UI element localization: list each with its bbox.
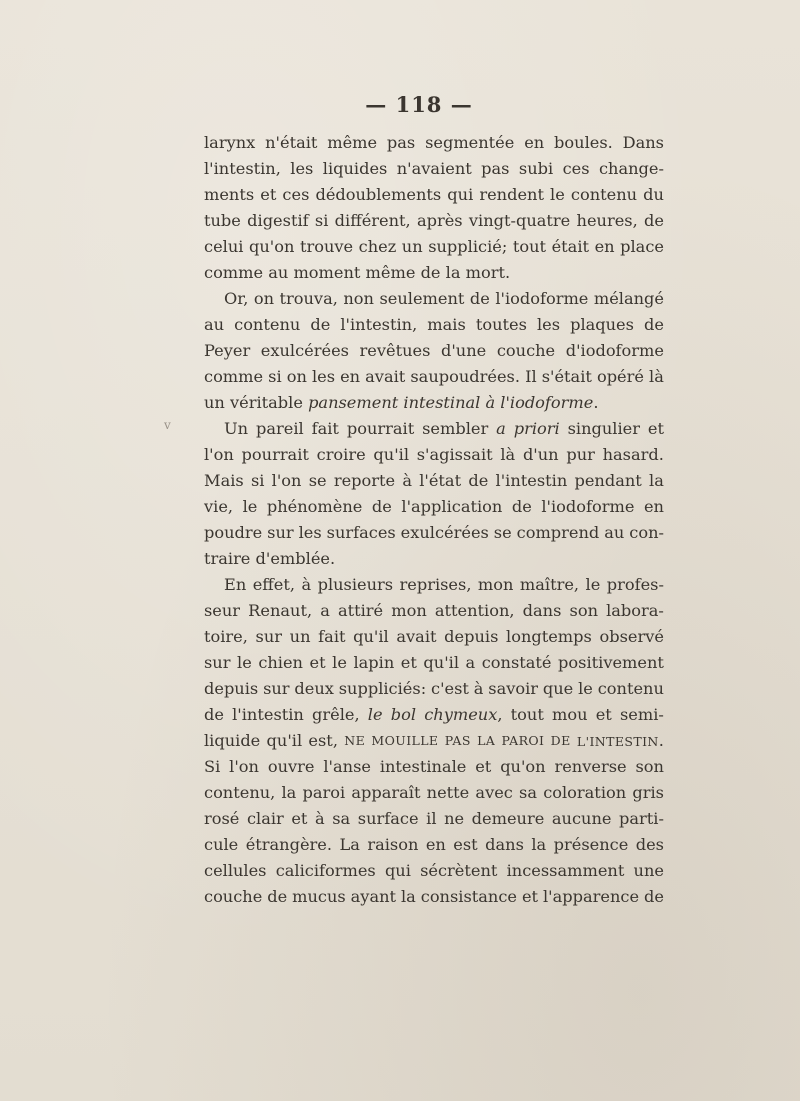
text-word: celui bbox=[204, 237, 244, 256]
text-word: vie, bbox=[204, 497, 234, 516]
text-word: l'apparence bbox=[542, 887, 640, 906]
text-word: raison bbox=[367, 835, 419, 854]
text-word: et bbox=[400, 653, 417, 672]
text-word: tout bbox=[510, 705, 544, 724]
text-word: son bbox=[635, 757, 664, 776]
text-line bbox=[204, 650, 664, 676]
text-run: pansement intestinal à l'iodoforme bbox=[308, 393, 594, 412]
text-line bbox=[204, 806, 664, 832]
text-word: contenu bbox=[597, 679, 664, 698]
text-word: nette bbox=[426, 783, 470, 802]
text-word: PAROI bbox=[501, 733, 545, 748]
text-word: à bbox=[301, 575, 312, 594]
text-line bbox=[204, 884, 664, 910]
text-line bbox=[204, 598, 664, 624]
text-word bbox=[424, 702, 502, 728]
text-word: consistance bbox=[420, 887, 518, 906]
text-word: sa bbox=[519, 783, 538, 802]
text-word: sur bbox=[267, 523, 294, 542]
text-word: le bbox=[585, 575, 601, 594]
text-line bbox=[204, 338, 664, 364]
text-word: vingt-quatre bbox=[468, 211, 571, 230]
text-word: au bbox=[604, 523, 625, 542]
text-word: coloration bbox=[543, 783, 627, 802]
text-word: ments bbox=[204, 185, 255, 204]
text-word: gris bbox=[632, 783, 664, 802]
text-word: et bbox=[647, 419, 664, 438]
text-word: paroi bbox=[302, 783, 346, 802]
text-line bbox=[204, 182, 664, 208]
text-word: NE bbox=[344, 733, 366, 748]
text-word: le bbox=[367, 705, 383, 724]
text-line bbox=[204, 780, 664, 806]
text-word: présence bbox=[553, 835, 629, 854]
text-line bbox=[204, 416, 664, 442]
body-text bbox=[204, 130, 664, 910]
text-word: pas bbox=[481, 159, 510, 178]
text-word: non bbox=[343, 289, 374, 308]
text-word: si bbox=[250, 471, 265, 490]
text-word: croire bbox=[316, 445, 366, 464]
text-word: le bbox=[242, 497, 258, 516]
text-word: ces bbox=[562, 159, 590, 178]
text-word: larynx bbox=[204, 133, 256, 152]
text-word: Renaut, bbox=[248, 601, 313, 620]
text-word: savoir bbox=[488, 679, 539, 698]
text-word: avait bbox=[396, 627, 437, 646]
text-word: il bbox=[426, 809, 437, 828]
text-word: l'intestin bbox=[495, 471, 568, 490]
margin-mark: v bbox=[164, 418, 171, 432]
text-word: l'anse bbox=[323, 757, 371, 776]
text-word: fait bbox=[311, 419, 339, 438]
text-word: bol bbox=[390, 705, 417, 724]
text-word: singulier bbox=[567, 419, 640, 438]
text-word: maître, bbox=[519, 575, 580, 594]
text-word: des bbox=[635, 835, 664, 854]
text-word: l'on bbox=[229, 757, 259, 776]
text-word: incessamment bbox=[506, 861, 625, 880]
text-word: DE bbox=[550, 733, 571, 748]
text-word: là bbox=[500, 445, 516, 464]
text-word: et bbox=[309, 653, 326, 672]
text-word: de bbox=[468, 471, 489, 490]
text-word: place bbox=[620, 237, 664, 256]
text-word: que bbox=[542, 679, 574, 698]
text-word: intestinale bbox=[379, 757, 467, 776]
text-word: poudre bbox=[204, 523, 263, 542]
text-word: digestif bbox=[247, 211, 309, 230]
text-line bbox=[204, 546, 664, 572]
text-word: a bbox=[465, 653, 476, 672]
text-word: rosé bbox=[204, 809, 240, 828]
text-word: en bbox=[594, 237, 615, 256]
text-word: pur bbox=[566, 445, 595, 464]
text-word: l'intestin, bbox=[204, 159, 281, 178]
text-word: ouvre bbox=[267, 757, 315, 776]
text-line bbox=[204, 442, 664, 468]
text-word: renverse bbox=[554, 757, 627, 776]
text-line bbox=[204, 286, 664, 312]
text-word: saupoudrées. bbox=[410, 367, 520, 386]
text-word: ces bbox=[282, 185, 310, 204]
text-word: Dans bbox=[622, 133, 664, 152]
text-word: pas bbox=[386, 133, 416, 152]
text-word: opéré bbox=[596, 367, 644, 386]
text-word: qu'il bbox=[353, 627, 389, 646]
text-word: et bbox=[260, 185, 277, 204]
text-word: depuis bbox=[444, 627, 499, 646]
text-word: mais bbox=[427, 315, 466, 334]
text-word: le bbox=[237, 653, 252, 672]
text-word: s'agissait bbox=[416, 445, 493, 464]
text-word: parti- bbox=[619, 809, 664, 828]
text-word: reporte bbox=[333, 471, 396, 490]
text-word: l'application bbox=[401, 497, 503, 516]
text-word: La bbox=[339, 835, 360, 854]
text-word: liquide bbox=[204, 731, 261, 750]
text-word: s'était bbox=[541, 367, 592, 386]
text-word: cellules bbox=[204, 861, 267, 880]
text-line bbox=[204, 312, 664, 338]
text-line bbox=[204, 208, 664, 234]
text-word: là bbox=[649, 367, 664, 386]
text-word: trouve bbox=[299, 237, 354, 256]
text-word: mon bbox=[477, 575, 514, 594]
text-run: traire d'emblée. bbox=[204, 549, 336, 568]
text-word: supplicié bbox=[428, 237, 502, 256]
text-word: de bbox=[644, 315, 664, 334]
text-word: d'une bbox=[441, 341, 487, 360]
text-word: fait bbox=[318, 627, 346, 646]
text-word bbox=[428, 234, 507, 260]
text-word: caliciformes bbox=[275, 861, 376, 880]
text-word: et bbox=[475, 757, 492, 776]
text-word: la bbox=[281, 783, 297, 802]
text-word: grêle, bbox=[312, 705, 360, 724]
text-word: les bbox=[311, 367, 336, 386]
text-word: la bbox=[649, 471, 664, 490]
text-word: con- bbox=[629, 523, 664, 542]
text-line bbox=[204, 390, 664, 416]
text-word: est bbox=[453, 835, 478, 854]
text-word: apparaît bbox=[351, 783, 421, 802]
text-word: constaté bbox=[481, 653, 552, 672]
text-word: d'un bbox=[522, 445, 559, 464]
text-run: comme au moment même de la mort. bbox=[204, 263, 511, 282]
text-word: heures, bbox=[576, 211, 638, 230]
text-word: tube bbox=[204, 211, 241, 230]
text-word: les bbox=[298, 523, 322, 542]
text-word: observé bbox=[599, 627, 664, 646]
text-word: . bbox=[658, 731, 664, 750]
text-word: du bbox=[643, 185, 664, 204]
text-line bbox=[204, 702, 664, 728]
text-word: ; bbox=[501, 237, 508, 256]
text-word: couche bbox=[204, 887, 263, 906]
text-word: qu'il bbox=[266, 731, 303, 750]
text-word: en bbox=[425, 835, 446, 854]
text-word: l'iodoforme bbox=[495, 289, 589, 308]
text-word: attention, bbox=[434, 601, 515, 620]
text-word: contenu bbox=[234, 315, 301, 334]
text-word: après bbox=[416, 211, 463, 230]
text-word: semi- bbox=[619, 705, 664, 724]
text-word: même bbox=[327, 133, 378, 152]
text-word: ayant bbox=[350, 887, 397, 906]
text-line bbox=[204, 520, 664, 546]
text-word: a bbox=[320, 601, 330, 620]
text-word: contenu bbox=[570, 185, 638, 204]
text-word: hasard. bbox=[602, 445, 664, 464]
text-word: seulement bbox=[379, 289, 465, 308]
text-word: on bbox=[253, 289, 275, 308]
text-word: le bbox=[332, 653, 347, 672]
text-word: toutes bbox=[475, 315, 527, 334]
text-word: pareil bbox=[256, 419, 304, 438]
text-word: pourrait bbox=[241, 445, 309, 464]
text-word: Il bbox=[525, 367, 537, 386]
text-word: change- bbox=[598, 159, 664, 178]
text-line bbox=[204, 572, 664, 598]
text-word: une bbox=[633, 861, 664, 880]
text-word: , bbox=[497, 705, 503, 724]
text-word: Or, bbox=[224, 289, 249, 308]
text-word: le bbox=[550, 185, 565, 204]
text-word: c'est bbox=[431, 679, 469, 698]
text-word: longtemps bbox=[506, 627, 592, 646]
text-word: mucus bbox=[292, 887, 346, 906]
text-word: liquides bbox=[322, 159, 388, 178]
text-line bbox=[204, 624, 664, 650]
text-word: avec bbox=[475, 783, 513, 802]
text-word: les bbox=[536, 315, 561, 334]
text-word: et bbox=[521, 887, 539, 906]
text-word: d'iodoforme bbox=[565, 341, 664, 360]
text-word: les bbox=[290, 159, 314, 178]
text-word: qu'on bbox=[500, 757, 546, 776]
text-word: l'intestin, bbox=[340, 315, 418, 334]
text-word: la bbox=[400, 887, 416, 906]
text-word: toire, bbox=[204, 627, 248, 646]
text-word: de bbox=[371, 497, 392, 516]
text-word: aucune bbox=[551, 809, 612, 828]
text-word: de bbox=[644, 211, 664, 230]
text-word: clair bbox=[246, 809, 284, 828]
text-word: trouva, bbox=[279, 289, 338, 308]
text-word: n'était bbox=[265, 133, 318, 152]
text-word: dans bbox=[485, 835, 524, 854]
text-word: qui bbox=[447, 185, 474, 204]
text-word: labora- bbox=[606, 601, 664, 620]
text-word: exulcérées bbox=[400, 523, 489, 542]
text-word: à bbox=[402, 471, 412, 490]
text-word: si bbox=[268, 367, 282, 386]
text-run: . bbox=[593, 393, 599, 412]
text-word: et bbox=[595, 705, 612, 724]
text-word: priori bbox=[513, 419, 560, 438]
text-word: on bbox=[286, 367, 307, 386]
text-word: L'INTESTIN bbox=[576, 734, 659, 749]
text-word: est, bbox=[308, 731, 338, 750]
text-word: En bbox=[224, 575, 247, 594]
text-word: en bbox=[643, 497, 664, 516]
text-word: un bbox=[289, 627, 311, 646]
text-word: surface bbox=[357, 809, 419, 828]
text-word: demeure bbox=[471, 809, 545, 828]
text-word: sur bbox=[255, 627, 283, 646]
text-word: étrangère. bbox=[245, 835, 333, 854]
text-word: son bbox=[569, 601, 598, 620]
text-word: chymeux bbox=[424, 705, 498, 724]
text-word: Peyer bbox=[204, 341, 251, 360]
text-word: en bbox=[524, 133, 545, 152]
text-word: de bbox=[643, 887, 664, 906]
text-word: l'on bbox=[271, 471, 302, 490]
text-word: de bbox=[204, 705, 224, 724]
text-word: chez bbox=[358, 237, 397, 256]
text-word: pourrait bbox=[346, 419, 415, 438]
text-word: reprises, bbox=[399, 575, 472, 594]
text-word: deux bbox=[294, 679, 334, 698]
text-word: : bbox=[420, 679, 427, 698]
text-word: rendent bbox=[479, 185, 544, 204]
text-word: phénomène bbox=[266, 497, 363, 516]
text-line bbox=[204, 260, 664, 286]
text-word: profes- bbox=[606, 575, 664, 594]
text-word: Un bbox=[224, 419, 249, 438]
text-word: sur bbox=[263, 679, 290, 698]
text-word: cule bbox=[204, 835, 239, 854]
text-word: l'on bbox=[204, 445, 234, 464]
text-word: couche bbox=[496, 341, 556, 360]
text-word: différent, bbox=[334, 211, 411, 230]
text-word: seur bbox=[204, 601, 241, 620]
text-word: positivement bbox=[558, 653, 664, 672]
text-word: qu'il bbox=[423, 653, 459, 672]
text-word: a bbox=[496, 419, 506, 438]
text-word: exulcérées bbox=[260, 341, 349, 360]
text-word: Mais bbox=[204, 471, 244, 490]
text-word: au bbox=[204, 315, 225, 334]
text-word: un bbox=[401, 237, 423, 256]
text-word: segmentée bbox=[425, 133, 515, 152]
text-word: comme bbox=[204, 367, 264, 386]
text-line bbox=[204, 676, 664, 702]
text-word: plaques bbox=[570, 315, 634, 334]
text-word: revêtues bbox=[359, 341, 431, 360]
text-word: de bbox=[469, 289, 490, 308]
text-word: de bbox=[267, 887, 288, 906]
text-line bbox=[204, 832, 664, 858]
text-word: si bbox=[314, 211, 329, 230]
text-word: surfaces bbox=[326, 523, 396, 542]
text-word: mélangé bbox=[593, 289, 664, 308]
text-word: boules. bbox=[554, 133, 613, 152]
text-word: n'avaient bbox=[396, 159, 472, 178]
text-word: lapin bbox=[353, 653, 395, 672]
text-line bbox=[204, 728, 664, 754]
text-word: ne bbox=[444, 809, 465, 828]
text-word: LA bbox=[477, 733, 496, 748]
text-word: de bbox=[511, 497, 532, 516]
text-word: l'intestin bbox=[232, 705, 304, 724]
text-line bbox=[204, 234, 664, 260]
text-word: pendant bbox=[574, 471, 642, 490]
text-word: qu'il bbox=[373, 445, 409, 464]
text-line bbox=[204, 156, 664, 182]
text-word: dédoublements bbox=[315, 185, 442, 204]
text-word: plusieurs bbox=[317, 575, 394, 594]
text-word: suppliciés bbox=[338, 679, 421, 698]
text-word: à bbox=[315, 809, 325, 828]
text-word: l'état bbox=[419, 471, 462, 490]
text-word: était bbox=[551, 237, 590, 256]
text-word: contenu, bbox=[204, 783, 276, 802]
text-word: depuis bbox=[204, 679, 259, 698]
text-word: en bbox=[340, 367, 361, 386]
text-line bbox=[204, 364, 664, 390]
text-line bbox=[204, 130, 664, 156]
text-word: mou bbox=[552, 705, 588, 724]
text-word: tout bbox=[512, 237, 547, 256]
text-word: mon bbox=[391, 601, 427, 620]
text-word: sécrètent bbox=[420, 861, 498, 880]
text-word: avait bbox=[365, 367, 406, 386]
text-word: chien bbox=[258, 653, 303, 672]
text-word: de bbox=[310, 315, 331, 334]
text-word: à bbox=[473, 679, 484, 698]
text-word: se bbox=[308, 471, 327, 490]
text-line bbox=[204, 494, 664, 520]
text-line bbox=[204, 754, 664, 780]
text-word: PAS bbox=[444, 733, 471, 748]
text-word: dans bbox=[522, 601, 562, 620]
text-run: un véritable bbox=[204, 393, 309, 412]
text-word: attiré bbox=[337, 601, 384, 620]
text-word: sa bbox=[332, 809, 351, 828]
text-line bbox=[204, 468, 664, 494]
text-word: sembler bbox=[422, 419, 489, 438]
text-word: MOUILLE bbox=[371, 733, 439, 748]
text-word: l'iodoforme bbox=[541, 497, 635, 516]
text-word: le bbox=[578, 679, 593, 698]
text-line bbox=[204, 858, 664, 884]
page-number: — 118 — bbox=[365, 92, 473, 117]
text-word: comprend bbox=[516, 523, 600, 542]
text-word: effet, bbox=[252, 575, 296, 594]
text-word: qu'on bbox=[248, 237, 295, 256]
text-word: sur bbox=[204, 653, 231, 672]
text-word: la bbox=[531, 835, 547, 854]
text-word bbox=[339, 676, 426, 702]
text-word: subi bbox=[518, 159, 554, 178]
text-word: qui bbox=[384, 861, 411, 880]
text-word: et bbox=[291, 809, 308, 828]
text-word: se bbox=[493, 523, 512, 542]
text-word: Si bbox=[204, 757, 221, 776]
text-word bbox=[577, 728, 664, 754]
